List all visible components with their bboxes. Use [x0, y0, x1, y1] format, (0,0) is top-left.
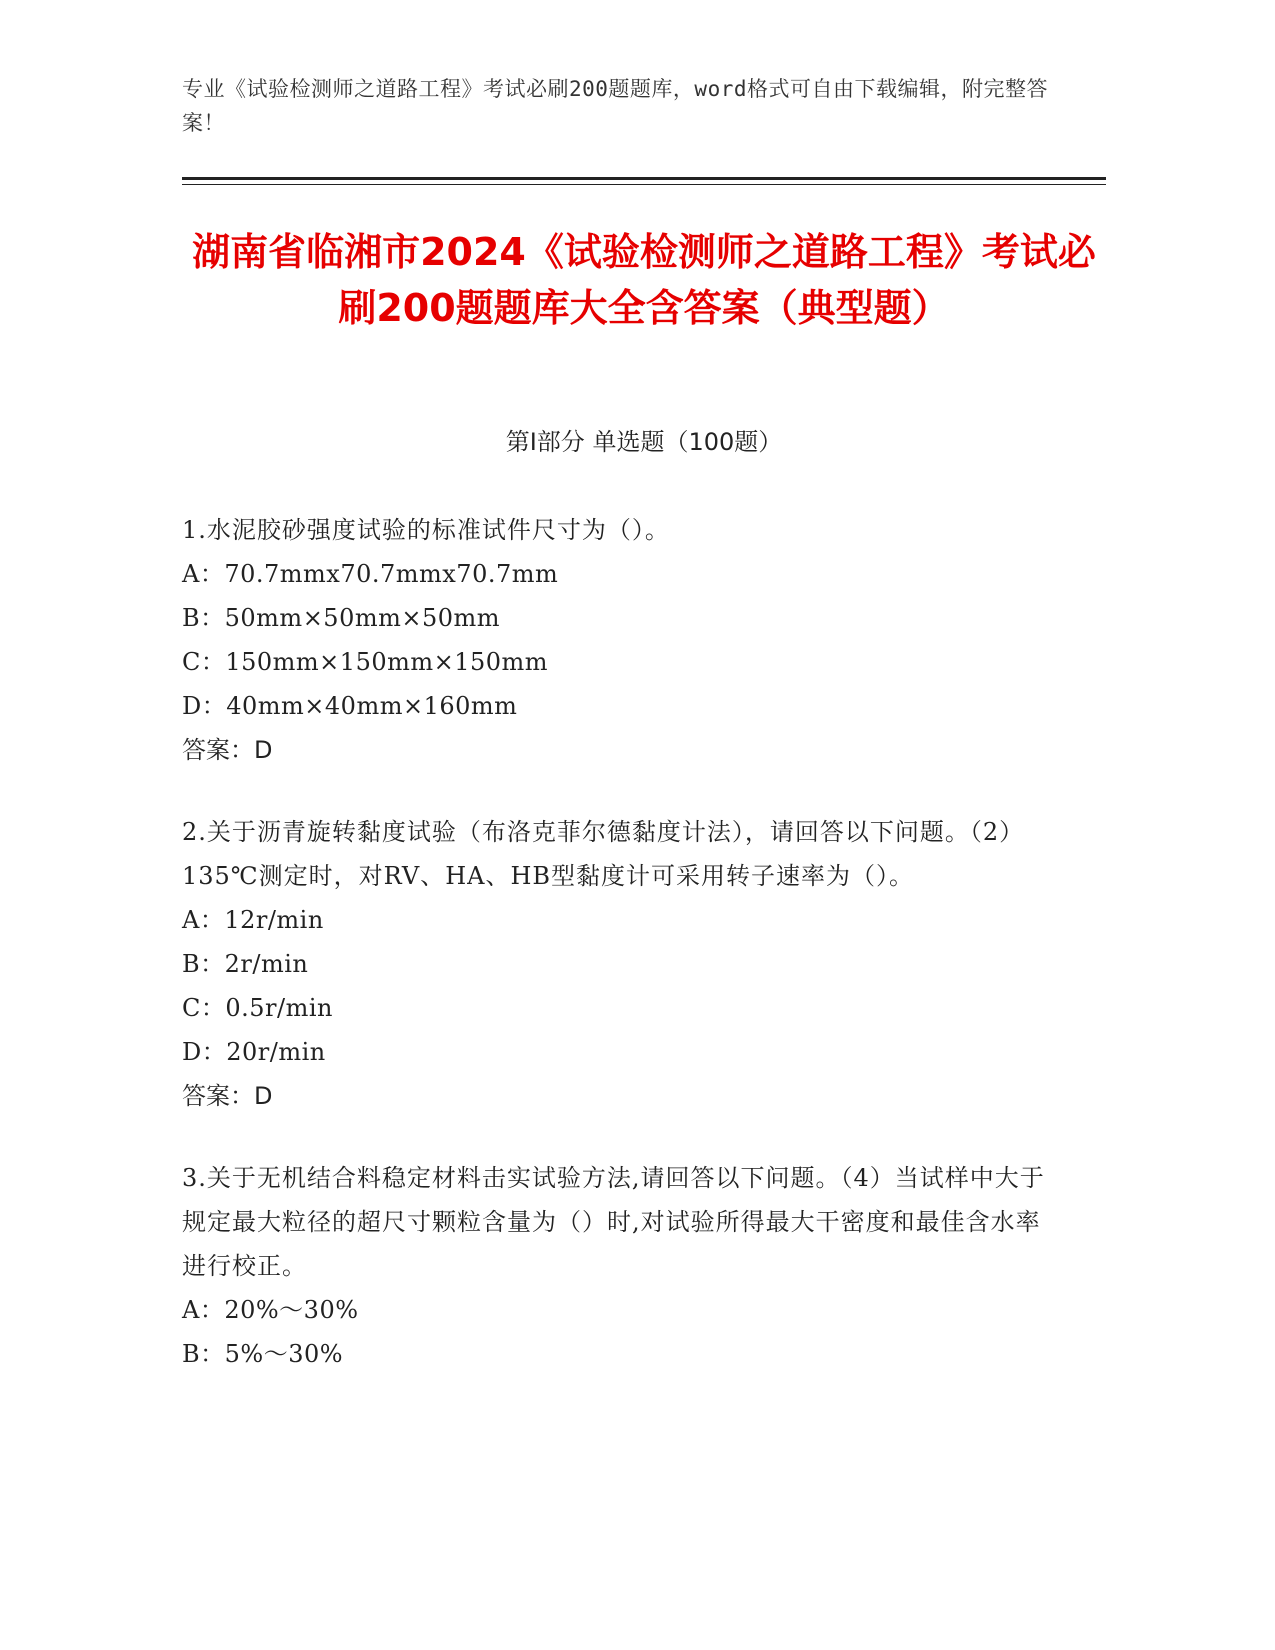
option-a: A：70.7mmx70.7mmx70.7mm [182, 560, 559, 588]
question-3 [182, 1156, 1062, 1376]
answer-line: 答案：D [182, 736, 273, 764]
section-heading: 第I部分 单选题（100题） [505, 428, 783, 456]
header-note: 专业《试验检测师之道路工程》考试必刷200题题库，word格式可自由下载编辑，附完整答案！ [182, 77, 1048, 135]
question-stem: 3.关于无机结合料稳定材料击实试验方法,请回答以下问题。（4）当试样中大于规定最大粒径的超尺寸颗粒含量为（）时,对试验所得最大干密度和最佳含水率进行校正。 [182, 1164, 1045, 1280]
question-1 [182, 508, 1062, 772]
question-list [182, 508, 1062, 1414]
answer-line: 答案：D [182, 1082, 273, 1110]
option-b: B：2r/min [182, 950, 309, 978]
document-title: 湖南省临湘市2024《试验检测师之道路工程》考试必刷200题题库大全含答案（典型题） [192, 230, 1096, 330]
question-2 [182, 810, 1062, 1118]
option-b: B：50mm×50mm×50mm [182, 604, 501, 632]
question-stem: 1.水泥胶砂强度试验的标准试件尺寸为（）。 [182, 516, 670, 544]
question-stem: 2.关于沥青旋转黏度试验（布洛克菲尔德黏度计法），请回答以下问题。（2）135℃测定时，对RV、HA、HB型黏度计可采用转子速率为（）。 [182, 818, 1025, 890]
option-c: C：150mm×150mm×150mm [182, 648, 549, 676]
header-rule-thick [182, 177, 1106, 180]
option-c: C：0.5r/min [182, 994, 333, 1022]
header-rule-thin [182, 184, 1106, 185]
option-a: A：20%～30% [182, 1296, 359, 1324]
option-d: D：20r/min [182, 1038, 326, 1066]
option-b: B：5%～30% [182, 1340, 344, 1368]
option-a: A：12r/min [182, 906, 324, 934]
option-d: D：40mm×40mm×160mm [182, 692, 518, 720]
